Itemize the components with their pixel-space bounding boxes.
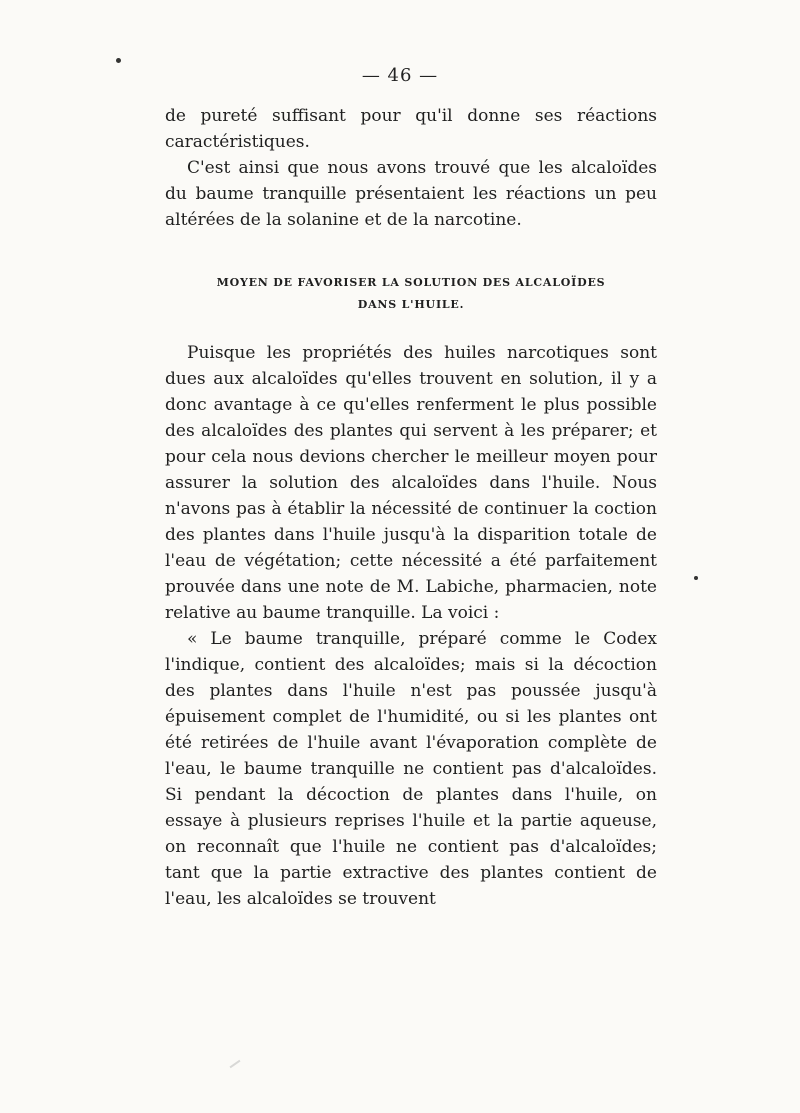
paragraph-3: Puisque les propriétés des huiles narcotiques sont dues aux alcaloïdes qu'elles trouvent en solution, il y a donc avantage à ce qu'elles renferment le plus possible des alcaloïdes des plantes qui servent à les préparer; et pour cela nous devions chercher le meilleur moyen pour assurer la solution des alcaloïdes dans l'huile. Nous n'avons pas à établir la nécessité de continuer la coction des plantes dans l'huile jusqu'à la disparition totale de l'eau de végétation; cette nécessité a été parfaitement prouvée dans une note de M. Labiche, pharmacien, note relative au baume tranquille. La voici : xyxy=(165,343,657,623)
section-heading-line-1: MOYEN DE FAVORISER LA SOLUTION DES ALCALOÏDES xyxy=(216,276,606,289)
section-heading-line-2: DANS L'HUILE. xyxy=(357,298,465,311)
paper-mark xyxy=(230,1060,241,1069)
paragraph-4: « Le baume tranquille, préparé comme le Codex l'indique, contient des alcaloïdes; mais si la décoction des plantes dans l'huile n'est pas poussée jusqu'à épuisement complet de l'humidité, ou si les plantes ont été retirées de l'huile avant l'évaporation complète de l'eau, le baume tranquille ne contient pas d'alcaloïdes. Si pendant la décoction de plantes dans l'huile, on essaye à plusieurs reprises l'huile et la partie aqueuse, on reconnaît que l'huile ne contient pas d'alcaloïdes; tant que la partie extractive des plantes contient de l'eau, les alcaloïdes se trouvent xyxy=(165,629,657,909)
paragraph-1: de pureté suffisant pour qu'il donne ses réactions caractéristiques. xyxy=(165,106,657,152)
paragraph-2: C'est ainsi que nous avons trouvé que les alcaloïdes du baume tranquille présentaient les réactions un peu altérées de la solanine et de la narcotine. xyxy=(165,158,657,230)
ink-speck xyxy=(116,58,121,63)
intro-text-block xyxy=(165,103,657,233)
page-number: — 46 — xyxy=(361,65,439,86)
section-heading xyxy=(165,272,657,316)
main-text-block xyxy=(165,340,657,912)
ink-speck xyxy=(694,576,698,580)
